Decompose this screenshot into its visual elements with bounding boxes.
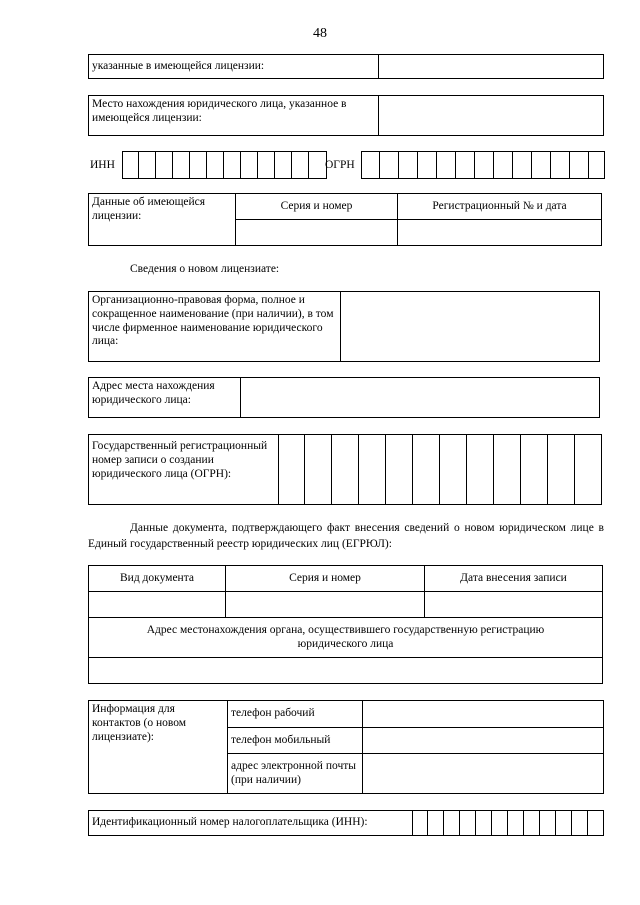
new-licensee-heading: Сведения о новом лицензиате:: [130, 263, 280, 275]
existing-license-table: [88, 193, 602, 246]
org-form-table: [88, 291, 600, 362]
specified-in-license-table: [88, 54, 604, 79]
location-table: [88, 95, 604, 136]
doc-date-field[interactable]: [425, 592, 603, 618]
authority-address-field[interactable]: [89, 658, 603, 684]
doc-series-header: Серия и номер: [226, 566, 425, 592]
email-label: адрес электронной почты (при наличии): [228, 754, 363, 794]
document-table: [88, 565, 603, 684]
location-label: Место нахождения юридического лица, указанное в имеющейся лицензии:: [89, 96, 379, 136]
doc-type-header: Вид документа: [89, 566, 226, 592]
specified-in-license-field[interactable]: [379, 55, 604, 79]
doc-date-header: Дата внесения записи: [425, 566, 603, 592]
specified-in-license-label: указанные в имеющейся лицензии:: [89, 55, 379, 79]
new-ogrn-label: Государственный регистрационный номер записи о создании юридического лица (ОГРН):: [88, 434, 279, 505]
ogrn-label: ОГРН: [325, 159, 355, 171]
inn-cells[interactable]: [122, 151, 327, 179]
contacts-table: [88, 700, 604, 794]
existing-license-reg-header: Регистрационный № и дата: [398, 194, 602, 220]
existing-license-series-field[interactable]: [236, 220, 398, 246]
authority-address-label: Адрес местонахождения органа, осуществившего государственную регистрацию юридического лица: [89, 618, 603, 658]
new-ogrn-cells[interactable]: [278, 434, 602, 505]
org-form-field[interactable]: [341, 292, 600, 362]
work-phone-label: телефон рабочий: [228, 701, 363, 728]
org-form-label: Организационно-правовая форма, полное и сокращенное наименование (при наличии), в том числе фирменное наименование юридического лица:: [89, 292, 341, 362]
address-field[interactable]: [241, 378, 600, 418]
contacts-label: Информация для контактов (о новом лицензиате):: [89, 701, 228, 794]
inn-row-cells[interactable]: [412, 810, 604, 836]
mobile-phone-label: телефон мобильный: [228, 728, 363, 754]
address-table: [88, 377, 600, 418]
existing-license-label: Данные об имеющейся лицензии:: [89, 194, 236, 246]
page-number: 48: [313, 26, 327, 41]
email-field[interactable]: [363, 754, 604, 794]
existing-license-reg-field[interactable]: [398, 220, 602, 246]
inn-label: ИНН: [90, 159, 115, 171]
existing-license-series-header: Серия и номер: [236, 194, 398, 220]
work-phone-field[interactable]: [363, 701, 604, 728]
ogrn-cells[interactable]: [361, 151, 605, 179]
mobile-phone-field[interactable]: [363, 728, 604, 754]
doc-series-field[interactable]: [226, 592, 425, 618]
doc-type-field[interactable]: [89, 592, 226, 618]
inn-row-label: Идентификационный номер налогоплательщика (ИНН):: [88, 810, 413, 836]
location-field[interactable]: [379, 96, 604, 136]
egrul-paragraph: Данные документа, подтверждающего факт внесения сведений о новом юридическом лице в Единый государственный реестр юридических лиц (ЕГРЮЛ):: [88, 522, 604, 550]
address-label: Адрес места нахождения юридического лица:: [89, 378, 241, 418]
